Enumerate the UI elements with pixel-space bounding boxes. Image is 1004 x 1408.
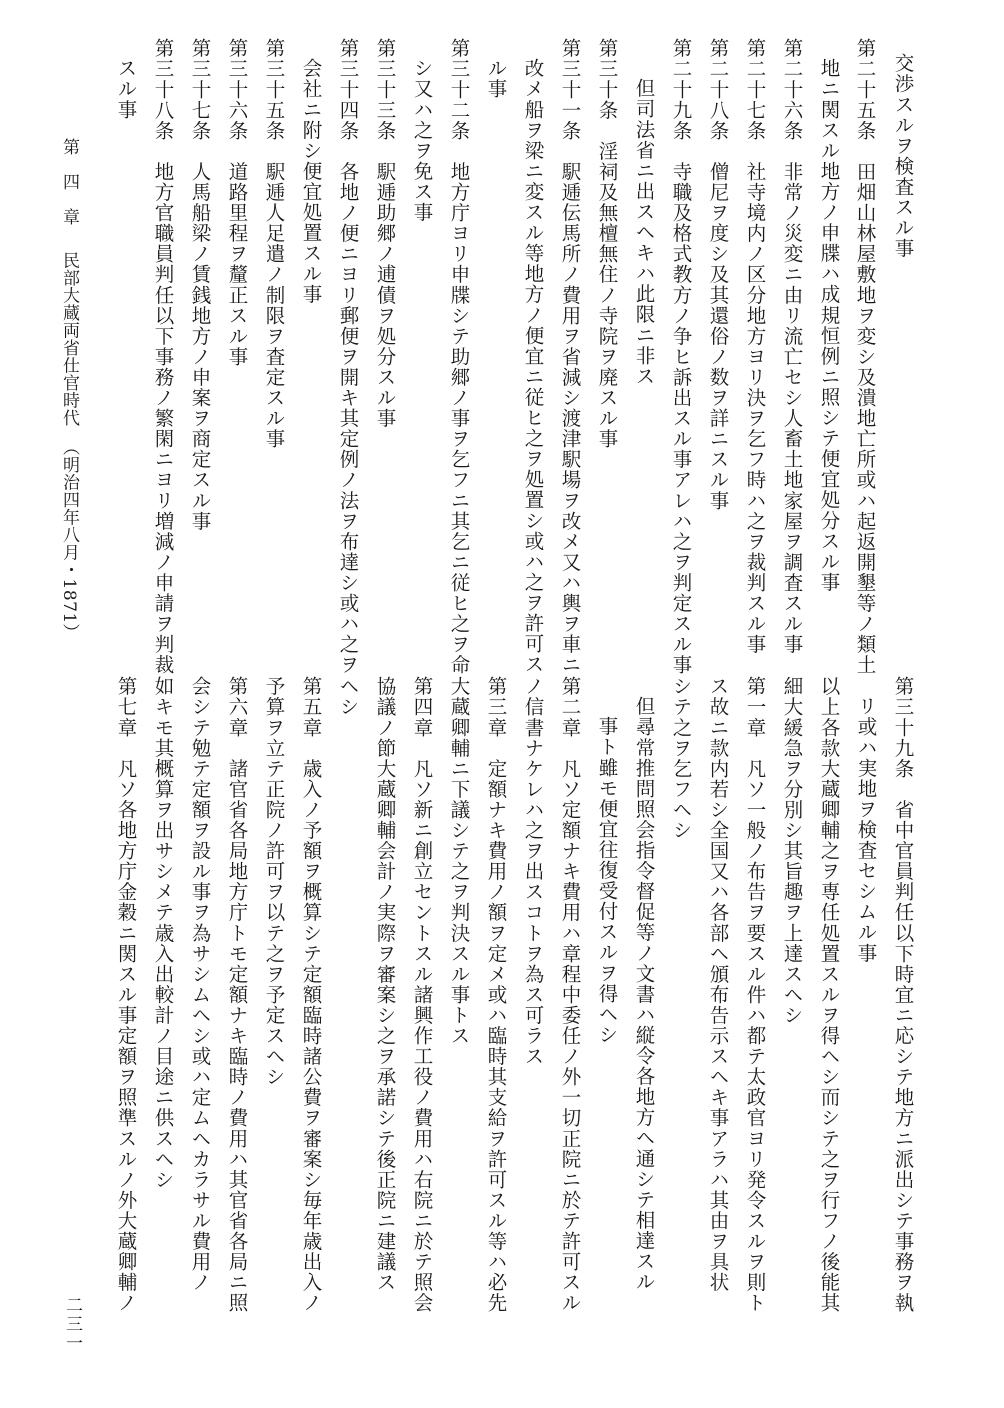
running-title: 民部大蔵両省仕官時代 bbox=[59, 251, 79, 427]
era-note: （明治四年八月・1871） bbox=[59, 438, 79, 642]
text-column: 第三十六条 道路里程ヲ釐正スル事 bbox=[225, 38, 249, 367]
text-column: 地ニ関スル地方ノ申牒ハ成規恒例ニ照シテ便宜処分スル事 bbox=[817, 58, 841, 593]
text-column: 第三十条 淫祠及無檀無住ノ寺院ヲ廃スル事 bbox=[595, 38, 619, 449]
text-column: 細大緩急ヲ分別シ其旨趣ヲ上達スヘシ bbox=[780, 676, 804, 1026]
text-column: 第一章 凡ソ一般ノ布告ヲ要スル件ハ都テ太政官ヨリ発令スルヲ則ト bbox=[743, 676, 767, 1314]
text-column: ス故ニ款内若シ全国又ハ各部ヘ頒布告示スヘキ事アラハ其由ヲ具状 bbox=[706, 676, 730, 1293]
text-column: 交渉スルヲ検査スル事 bbox=[891, 53, 915, 259]
text-column: 第二十五条 田畑山林屋敷地ヲ変シ及潰地亡所或ハ起返開墾等ノ類土 bbox=[853, 38, 877, 676]
text-column: 如キモ其概算ヲ出サシメテ歳入出較計ノ目途ニ供スヘシ bbox=[151, 676, 175, 1190]
text-column: 第三十二条 地方庁ヨリ申牒シテ助郷ノ事ヲ乞フニ其乞ニ従ヒ之ヲ命 bbox=[447, 38, 471, 676]
text-column: 予算ヲ立テ正院ノ許可ヲ以テ之ヲ予定スヘシ bbox=[262, 676, 286, 1087]
text-column: ノ信書ナケレハ之ヲ出スコトヲ為ス可ラス bbox=[521, 676, 545, 1067]
page-number: 二三一 bbox=[62, 1296, 82, 1353]
text-column: 第五章 歳入ノ予額ヲ概算シテ定額臨時諸公費ヲ審案シ毎年歳出入ノ bbox=[299, 676, 323, 1314]
text-column: スル事 bbox=[114, 58, 138, 120]
text-column: 大蔵卿輔ニ下議シテ之ヲ判決スル事トス bbox=[447, 676, 471, 1046]
text-column: 第三十九条 省中官員判任以下時宜ニ応シテ地方ニ派出シテ事務ヲ執 bbox=[891, 676, 915, 1314]
text-column: シ又ハ之ヲ免ス事 bbox=[410, 58, 434, 223]
text-column: 第七章 凡ソ各地方庁金穀ニ関スル事定額ヲ照準スルノ外大蔵卿輔ノ bbox=[114, 676, 138, 1314]
text-column: 第三章 定額ナキ費用ノ額ヲ定メ或ハ臨時其支給ヲ許可スル等ハ必先 bbox=[484, 676, 508, 1314]
text-column: 第二十六条 非常ノ災変ニ由リ流亡セシ人畜土地家屋ヲ調査スル事 bbox=[780, 38, 804, 655]
text-column: 第二十八条 僧尼ヲ度シ及其還俗ノ数ヲ詳ニスル事 bbox=[706, 38, 730, 511]
text-column: 第二十九条 寺職及格式教方ノ争ヒ訴出スル事アレハ之ヲ判定スル事 bbox=[669, 38, 693, 676]
text-column: ヘシ bbox=[336, 676, 360, 718]
text-column: 第二十七条 社寺境内ノ区分地方ヨリ決ヲ乞フ時ハ之ヲ裁判スル事 bbox=[743, 38, 767, 655]
text-column: 第六章 諸官省各局地方庁トモ定額ナキ臨時ノ費用ハ其官省各局ニ照 bbox=[225, 676, 249, 1314]
text-column: 以上各款大蔵卿輔之ヲ専任処置スルヲ得ヘシ而シテ之ヲ行フノ後能其 bbox=[817, 676, 841, 1314]
text-column: 第三十一条 駅逓伝馬所ノ費用ヲ省減シ渡津駅場ヲ改メ又ハ輿ヲ車ニ bbox=[558, 38, 582, 676]
text-column: 会シテ勉テ定額ヲ設ル事ヲ為サシムヘシ或ハ定ムヘカラサル費用ノ bbox=[188, 676, 212, 1293]
text-column: 会社ニ附シ便宜処置スル事 bbox=[299, 58, 323, 305]
text-column: 但司法省ニ出スヘキハ此限ニ非ス bbox=[632, 78, 656, 387]
chapter-label: 第 四 章 bbox=[59, 138, 79, 226]
text-column: 協議ノ節大蔵卿輔会計ノ実際ヲ審案シ之ヲ承諾シテ後正院ニ建議ス bbox=[373, 676, 397, 1293]
text-column: シテ之ヲ乞フヘシ bbox=[669, 676, 693, 841]
text-column: 第三十五条 駅逓人足遣ノ制限ヲ査定スル事 bbox=[262, 38, 286, 449]
text-column: 改メ船ヲ梁ニ変スル等地方ノ便宜ニ従ヒ之ヲ処置シ或ハ之ヲ許可ス bbox=[521, 58, 545, 675]
text-column: 事ト雖モ便宜往復受付スルヲ得ヘシ bbox=[595, 716, 619, 1045]
text-column: 第四章 凡ソ新ニ創立セントスル諸興作工役ノ費用ハ右院ニ於テ照会 bbox=[410, 676, 434, 1314]
text-column: 但尋常推問照会指令督促等ノ文書ハ縦令各地方ヘ通シテ相達スル bbox=[632, 696, 656, 1292]
text-column: 第三十四条 各地ノ便ニヨリ郵便ヲ開キ其定例ノ法ヲ布達シ或ハ之ヲ bbox=[336, 38, 360, 676]
text-column: リ或ハ実地ヲ検査セシムル事 bbox=[854, 696, 878, 964]
text-column: ル事 bbox=[484, 58, 508, 100]
text-column: 第三十八条 地方官職員判任以下事務ノ繁閑ニヨリ増減ノ申請ヲ判裁 bbox=[151, 38, 175, 676]
text-column: 第二章 凡ソ定額ナキ費用ハ章程中委任ノ外一切正院ニ於テ許可スル bbox=[558, 676, 582, 1314]
text-column: 第三十三条 駅逓助郷ノ逋債ヲ処分スル事 bbox=[373, 38, 397, 429]
running-header bbox=[60, 138, 77, 641]
text-column: 第三十七条 人馬船梁ノ賃銭地方ノ申案ヲ商定スル事 bbox=[188, 38, 212, 532]
